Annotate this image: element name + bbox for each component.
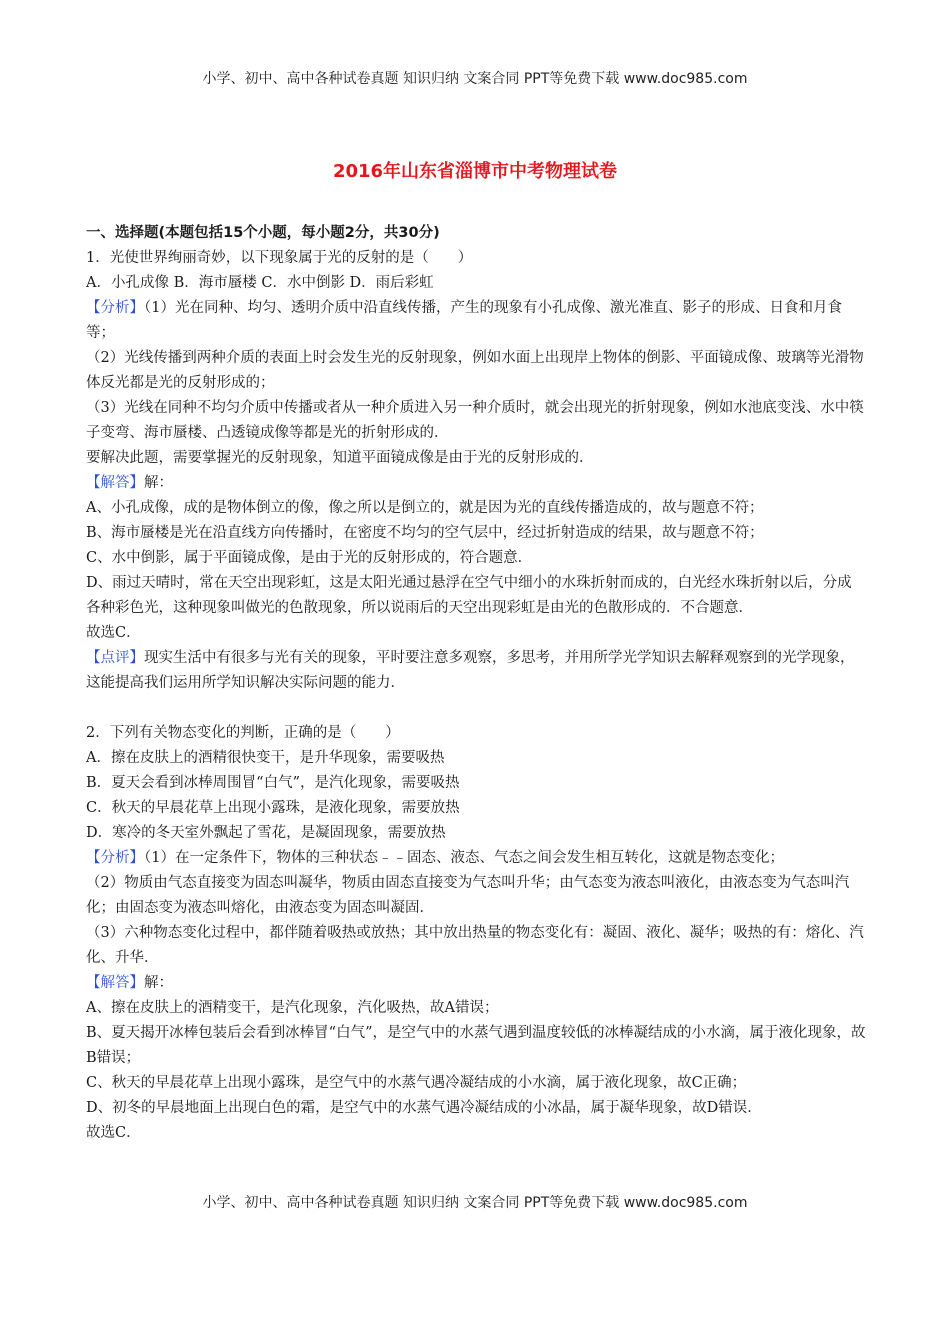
question-2	[86, 721, 866, 1146]
answer-tag: 【解答】	[86, 975, 144, 991]
analysis-paragraph: （2）光线传播到两种介质的表面上时会发生光的反射现象，例如水面上出现岸上物体的倒影、平面镜成像、玻璃等光滑物体反光都是光的反射形成的；	[86, 350, 864, 391]
analysis-paragraph: 【分析】（1）光在同种、均匀、透明介质中沿直线传播，产生的现象有小孔成像、激光准直、影子的形成、日食和月食等；	[86, 300, 842, 341]
analysis-tag: 【分析】	[86, 850, 144, 866]
answer-line: A、小孔成像，成的是物体倒立的像，像之所以是倒立的，就是因为光的直线传播造成的，故与题意不符；	[86, 500, 764, 516]
answer-heading: 【解答】解：	[86, 475, 173, 491]
comment-paragraph: 【点评】现实生活中有很多与光有关的现象，平时要注意多观察，多思考，并用所学光学知识去解释观察到的光学现象，这能提高我们运用所学知识解决实际问题的能力．	[86, 650, 855, 691]
answer-line: C、秋天的早晨花草上出现小露珠，是空气中的水蒸气遇冷凝结成的小水滴，属于液化现象，故C正确；	[86, 1075, 747, 1091]
page-header: 小学、初中、高中各种试卷真题 知识归纳 文案合同 PPT等免费下载 www.doc985.com	[202, 71, 748, 87]
answer-line: B、海市蜃楼是光在沿直线方向传播时，在密度不均匀的空气层中，经过折射造成的结果，故与题意不符；	[86, 525, 764, 541]
analysis-paragraph: 【分析】（1）在一定条件下，物体的三种状态﹣﹣固态、液态、气态之间会发生相互转化，这就是物态变化；	[86, 850, 784, 866]
comment-tag: 【点评】	[86, 650, 144, 666]
answer-heading: 【解答】解：	[86, 975, 173, 991]
question-1	[86, 246, 866, 696]
answer-choice: 故选C．	[86, 1125, 141, 1141]
question-options: A．小孔成像 B．海市蜃楼 C．水中倒影 D．雨后彩虹	[86, 275, 434, 291]
page-footer: 小学、初中、高中各种试卷真题 知识归纳 文案合同 PPT等免费下载 www.doc985.com	[202, 1195, 748, 1211]
analysis-paragraph: （2）物质由气态直接变为固态叫凝华，物质由固态直接变为气态叫升华；由气态变为液态叫液化，由液态变为气态叫汽化；由固态变为液态叫熔化，由液态变为固态叫凝固．	[86, 875, 850, 916]
question-option: B．夏天会看到冰棒周围冒“白气”，是汽化现象，需要吸热	[86, 775, 460, 791]
question-stem: 2．下列有关物态变化的判断，正确的是（ ）	[86, 725, 400, 741]
question-stem: 1．光使世界绚丽奇妙，以下现象属于光的反射的是（ ）	[86, 250, 473, 266]
analysis-tag: 【分析】	[86, 300, 144, 316]
answer-line: D、初冬的早晨地面上出现白色的霜，是空气中的水蒸气遇冷凝结成的小冰晶，属于凝华现象，故D错误．	[86, 1100, 762, 1116]
analysis-paragraph: （3）六种物态变化过程中，都伴随着吸热或放热；其中放出热量的物态变化有：凝固、液化、凝华；吸热的有：熔化、汽化、升华．	[86, 925, 864, 966]
analysis-paragraph: 要解决此题，需要掌握光的反射现象，知道平面镜成像是由于光的反射形成的．	[86, 450, 594, 466]
question-option: D．寒冷的冬天室外飘起了雪花，是凝固现象，需要放热	[86, 825, 446, 841]
answer-choice: 故选C．	[86, 625, 141, 641]
answer-line: A、擦在皮肤上的酒精变干，是汽化现象，汽化吸热，故A错误；	[86, 1000, 499, 1016]
section-heading: 一、选择题(本题包括15个小题，每小题2分，共30分)	[86, 225, 440, 241]
analysis-paragraph: （3）光线在同种不均匀介质中传播或者从一种介质进入另一种介质时，就会出现光的折射现象，例如水池底变浅、水中筷子变弯、海市蜃楼、凸透镜成像等都是光的折射形成的．	[86, 400, 864, 441]
document-body	[86, 221, 866, 1146]
spacer	[86, 696, 866, 721]
answer-line: C、水中倒影，属于平面镜成像，是由于光的反射形成的，符合题意．	[86, 550, 533, 566]
answer-line: B、夏天揭开冰棒包装后会看到冰棒冒“白气”，是空气中的水蒸气遇到温度较低的冰棒凝结成的小水滴，属于液化现象，故B错误；	[86, 1025, 866, 1066]
answer-tag: 【解答】	[86, 475, 144, 491]
question-option: C．秋天的早晨花草上出现小露珠，是液化现象，需要放热	[86, 800, 460, 816]
question-option: A．擦在皮肤上的酒精很快变干，是升华现象，需要吸热	[86, 750, 445, 766]
answer-line: D、雨过天晴时，常在天空出现彩虹，这是太阳光通过悬浮在空气中细小的水珠折射而成的，白光经水珠折射以后，分成各种彩色光，这种现象叫做光的色散现象，所以说雨后的天空出现彩虹是由光的色散形成的．不合题意．	[86, 575, 852, 616]
page-title: 2016年山东省淄博市中考物理试卷	[332, 161, 618, 182]
